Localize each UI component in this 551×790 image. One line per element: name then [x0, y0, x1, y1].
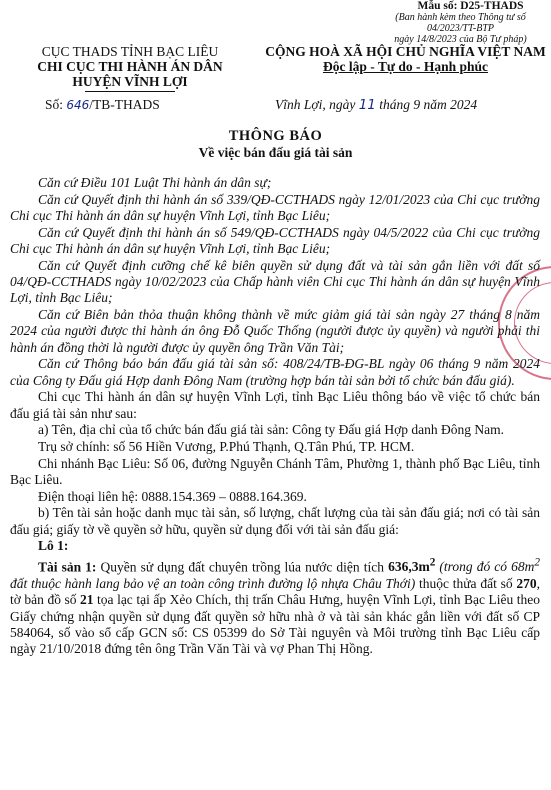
lot-heading — [10, 538, 540, 554]
auction-org-branch: Chi nhánh Bạc Liêu: Số 06, đường Nguyễn Chánh Tâm, Phường 1, thành phố Bạc Liêu, tỉnh Bạc Liêu. — [10, 455, 540, 487]
asset-1-text-b-sup: 2 — [534, 556, 541, 569]
document-body — [10, 175, 540, 658]
asset-1-text-d: , tờ bản đồ số — [10, 575, 540, 608]
asset-1-area — [388, 556, 436, 575]
nation-motto: Độc lập - Tự do - Hạnh phúc — [322, 59, 489, 74]
form-note-line-2: ngày 14/8/2023 của Bộ Tư pháp) — [394, 34, 527, 45]
announcement-intro: Chi cục Thi hành án dân sự huyện Vĩnh Lợi, tỉnh Bạc Liêu thông báo về việc tổ chức bán đấu giá tài sản như sau: — [10, 389, 540, 421]
asset-1-text-e: tọa lạc tại ấp Xẻo Chích, thị trấn Châu Hưng, huyện Vĩnh Lợi, tỉnh Bạc Liêu theo Giấy chứng nhận quyền sử dụng đất quyền sở hữu nhà ở và tài sản khác gắn liền với đất số CP 584064, số vào sổ cấp GCN số: CS 05399 do Sở Tài nguyên và Môi trường tỉnh Bạc Liêu cấp ngày 21/10/2018 đứng tên ông Trần Văn Tài và vợ Phan Thị Hồng. — [10, 592, 541, 657]
form-code: Mẫu số: D25-THADS — [417, 0, 524, 12]
legal-basis-2: Căn cứ Quyết định thi hành án số 339/QĐ-CCTHADS ngày 12/01/2023 của Chi cục trưởng Chi cục Thi hành án dân sự huyện Vĩnh Lợi, tỉnh Bạc Liêu; — [10, 191, 540, 223]
doc-no-prefix: Số: — [45, 97, 64, 112]
document-subtitle: Về việc bán đấu giá tài sản — [198, 145, 353, 160]
asset-1-text-b2: đất thuộc hành lang bảo vệ an toàn công trình đường lộ nhựa Châu Thới) — [10, 575, 416, 591]
legal-basis-1: Căn cứ Điều 101 Luật Thi hành án dân sự; — [38, 175, 272, 190]
lot-label: Lô 1: — [38, 538, 69, 554]
asset-1-text-b1: (trong đó có 68m — [435, 559, 535, 575]
agency-underline — [85, 91, 175, 92]
agency-name: CHI CỤC THI HÀNH ÁN DÂN — [37, 59, 223, 74]
asset-1-label: Tài sản 1: — [38, 559, 97, 575]
doc-no-handwritten: 646 — [66, 98, 90, 112]
agency-parent: CỤC THADS TỈNH BẠC LIÊU — [41, 44, 219, 59]
legal-basis-6: Căn cứ Thông báo bán đấu giá tài sản số: 408/24/TB-ĐG-BL ngày 06 tháng 9 năm 2024 của Công ty Đấu giá Hợp danh Đông Nam (trường hợp bán tài sản bởi tổ chức bán đấu giá). — [10, 356, 540, 388]
asset-1-area-sup: 2 — [429, 556, 436, 569]
auction-org-phone: Điện thoại liên hệ: 0888.154.369 – 0888.164.369. — [38, 488, 307, 504]
asset-list-heading: b) Tên tài sản hoặc danh mục tài sản, số lượng, chất lượng của tài sản đấu giá; nơi có tài sản đấu giá; giấy tờ về quyền sở hữu, quyền sử dụng đối với tài sản đấu giá: — [10, 505, 540, 537]
form-note-line-1: (Ban hành kèm theo Thông tư số 04/2023/TT-BTP — [395, 12, 526, 34]
date-prefix: Vĩnh Lợi, ngày — [275, 97, 356, 112]
legal-basis-4: Căn cứ Quyết định cưỡng chế kê biên quyền sử dụng đất và tài sản gắn liền với đất số 04/QĐ-CCTHADS ngày 10/02/2023 của Chấp hành viên Chi cục Thi hành án dân sự huyện Vĩnh Lợi, tỉnh Bạc Liêu; — [10, 257, 540, 306]
issuing-agency — [0, 44, 260, 92]
document-title: THÔNG BÁO — [228, 128, 323, 144]
auction-org-hq: Trụ sở chính: số 56 Hiền Vương, P.Phú Thạnh, Q.Tân Phú, TP. HCM. — [38, 439, 415, 454]
form-note — [370, 12, 551, 45]
legal-basis-3: Căn cứ Quyết định thi hành án số 549/QĐ-CCTHADS ngày 04/5/2022 của Chi cục trưởng Chi cục Thi hành án dân sự huyện Vĩnh Lợi, tỉnh Bạc Liêu; — [10, 224, 540, 256]
asset-1-area-value: 636,3m — [388, 559, 430, 575]
agency-district: HUYỆN VĨNH LỢI — [72, 74, 188, 89]
auction-org-name: a) Tên, địa chỉ của tổ chức bán đấu giá tài sản: Công ty Đấu giá Hợp danh Đông Nam. — [38, 422, 504, 438]
asset-1-parcel: 270 — [516, 575, 537, 591]
asset-1-sheet: 21 — [80, 592, 94, 608]
asset-1-text-a: Quyền sử dụng đất chuyên trồng lúa nước diện tích — [96, 559, 389, 575]
date-day-handwritten: 11 — [358, 97, 376, 113]
asset-1-description — [10, 555, 540, 658]
document-date — [275, 97, 477, 113]
doc-no-suffix: /TB-THADS — [89, 97, 160, 112]
nation-name: CỘNG HOÀ XÃ HỘI CHỦ NGHĨA VIỆT NAM — [265, 44, 546, 59]
document-number — [45, 97, 160, 113]
asset-1-text-c: thuộc thửa đất số — [415, 575, 517, 591]
date-suffix: tháng 9 năm 2024 — [379, 97, 478, 112]
national-heading — [260, 44, 551, 74]
legal-basis-5: Căn cứ Biên bản thỏa thuận không thành về mức giảm giá tài sản ngày 27 tháng 8 năm 2024 của người được thi hành án ông Đỗ Quốc Thống (người được ủy quyền) và người phải thi hành án đồng thời là người được ủy quyền ông Trần Văn Tài; — [10, 307, 540, 355]
